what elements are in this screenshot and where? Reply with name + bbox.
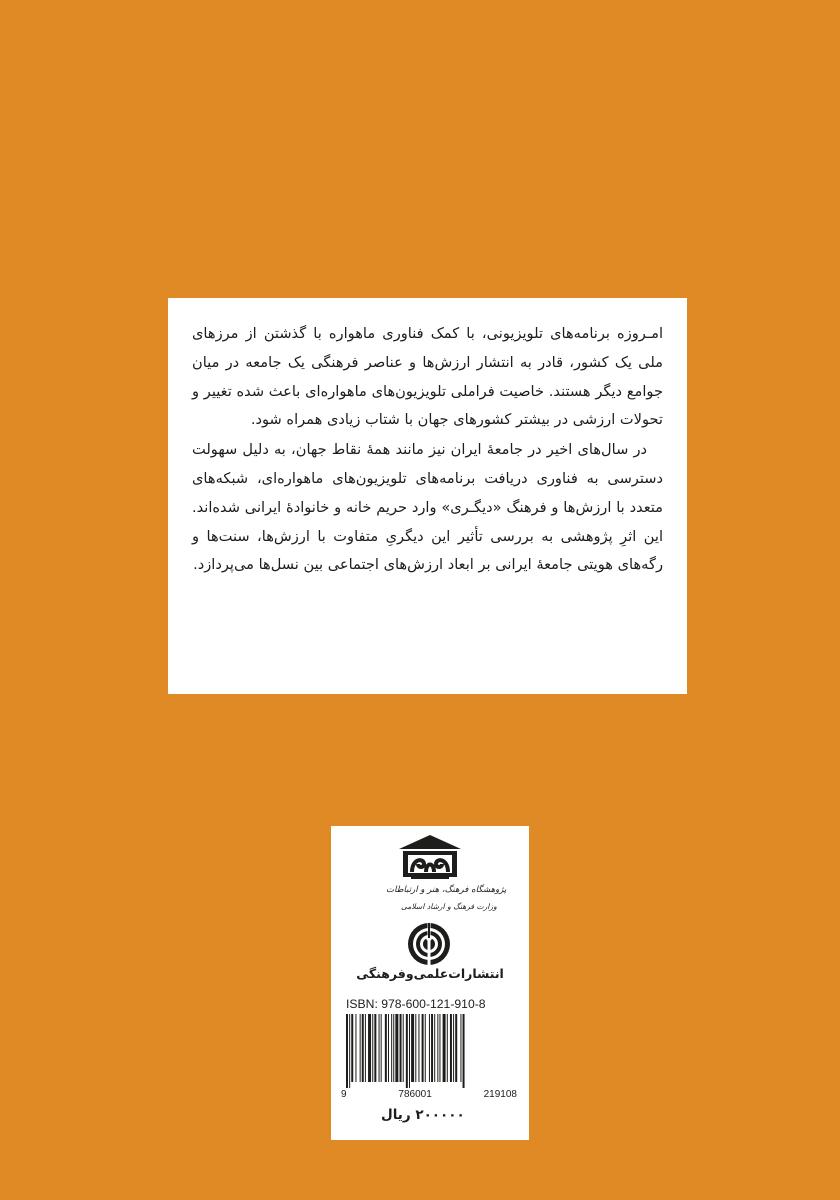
barcode-bar xyxy=(355,1014,356,1082)
blurb-paragraph-1: امـروزه برنامه‌های تلویزیونی، با کمک فناوری ماهواره با گذشتن از مرزهای ملی یک کشور، قادر به انتشار ارزش‌ها و عناصر فرهنگی یک جامعه در میان جوامع دیگر هستند. خاصیت فراملی تلویزیون‌های ماهواره‌ای باعث شده تغییر و تحولات ارزشی در بیشتر کشورهای جهان با شتاب زیادی همراه شود. xyxy=(192,325,663,429)
blurb-box xyxy=(168,298,687,694)
barcode-bar xyxy=(418,1014,419,1082)
institute-logo-icon xyxy=(393,832,467,886)
barcode-bar xyxy=(411,1014,414,1082)
publisher-name: انتشارات‌علمی‌وفرهنگی xyxy=(356,966,504,981)
barcode-bar xyxy=(365,1014,366,1082)
barcode-bar xyxy=(439,1014,440,1082)
barcode-bar xyxy=(362,1014,364,1082)
barcode-bar xyxy=(463,1014,465,1088)
barcode-bar xyxy=(374,1014,376,1082)
barcode-bar xyxy=(429,1014,430,1082)
barcode-bar xyxy=(406,1014,408,1088)
barcode-bar xyxy=(381,1014,382,1082)
barcode-bar xyxy=(393,1014,394,1082)
barcode-bar xyxy=(368,1014,371,1082)
barcode-bar xyxy=(346,1014,348,1088)
barcode-bar xyxy=(415,1014,416,1082)
price-label: ۲۰۰۰۰۰ ریال xyxy=(381,1107,465,1123)
barcode-bar xyxy=(450,1014,452,1082)
institute-name: پژوهشگاه فرهنگ، هنر و ارتباطات xyxy=(386,885,507,895)
blurb-paragraph-2: در سال‌های اخیر در جامعهٔ ایران نیز مانند همهٔ نقاط جهان، به دلیل سهولت دسترسی به فناوری دریافت برنامه‌های تلویزیون‌های ماهواره‌ای، شبکه‌های متعدد با ارزش‌ها و فرهنگ «دیگـری» وارد حریم خانه و خانوادهٔ ایرانی شده‌اند. این اثرِ پژوهشی به بررسی تأثیر این دیگریِ متفاوت با ارزش‌ها، سنت‌ها و رگه‌های هویتی جامعهٔ ایرانی بر ابعاد ارزش‌های اجتماعی بین نسل‌ها می‌پردازد. xyxy=(192,441,663,574)
barcode-bar xyxy=(349,1014,350,1088)
barcode-digit-group-1: 786001 xyxy=(398,1089,432,1100)
barcode-bar xyxy=(460,1014,461,1082)
barcode-bar xyxy=(431,1014,433,1082)
barcode-bar xyxy=(388,1014,389,1082)
barcode-digit-lead: 9 xyxy=(341,1089,347,1100)
barcode-bar xyxy=(453,1014,454,1082)
ministry-name: وزارت فرهنگ و ارشاد اسلامی xyxy=(401,902,497,911)
barcode-bar xyxy=(443,1014,446,1082)
publisher-logo-icon xyxy=(399,922,459,970)
isbn-barcode xyxy=(344,1014,516,1088)
barcode-bar xyxy=(379,1014,380,1082)
barcode-bar xyxy=(385,1014,387,1082)
barcode-bar xyxy=(372,1014,373,1082)
barcode-digit-group-2: 219108 xyxy=(483,1089,517,1100)
barcode-bar xyxy=(351,1014,353,1082)
barcode-bar xyxy=(395,1014,398,1082)
barcode-bar xyxy=(391,1014,392,1082)
barcode-bar xyxy=(447,1014,448,1082)
barcode-bar xyxy=(409,1014,410,1088)
publisher-logo-svg xyxy=(399,922,459,966)
barcode-bar xyxy=(425,1014,426,1082)
barcode-bar xyxy=(403,1014,404,1082)
barcode-bar xyxy=(360,1014,361,1082)
barcode-bar xyxy=(434,1014,435,1082)
barcode-bar xyxy=(437,1014,438,1082)
barcode-bar xyxy=(422,1014,424,1082)
publisher-panel xyxy=(331,826,529,1140)
barcode-bar xyxy=(400,1014,402,1082)
institute-logo-svg xyxy=(393,832,467,882)
barcode-bar xyxy=(455,1014,457,1082)
isbn-label: ISBN: 978-600-121-910-8 xyxy=(346,997,486,1011)
barcode-digits xyxy=(341,1089,517,1100)
